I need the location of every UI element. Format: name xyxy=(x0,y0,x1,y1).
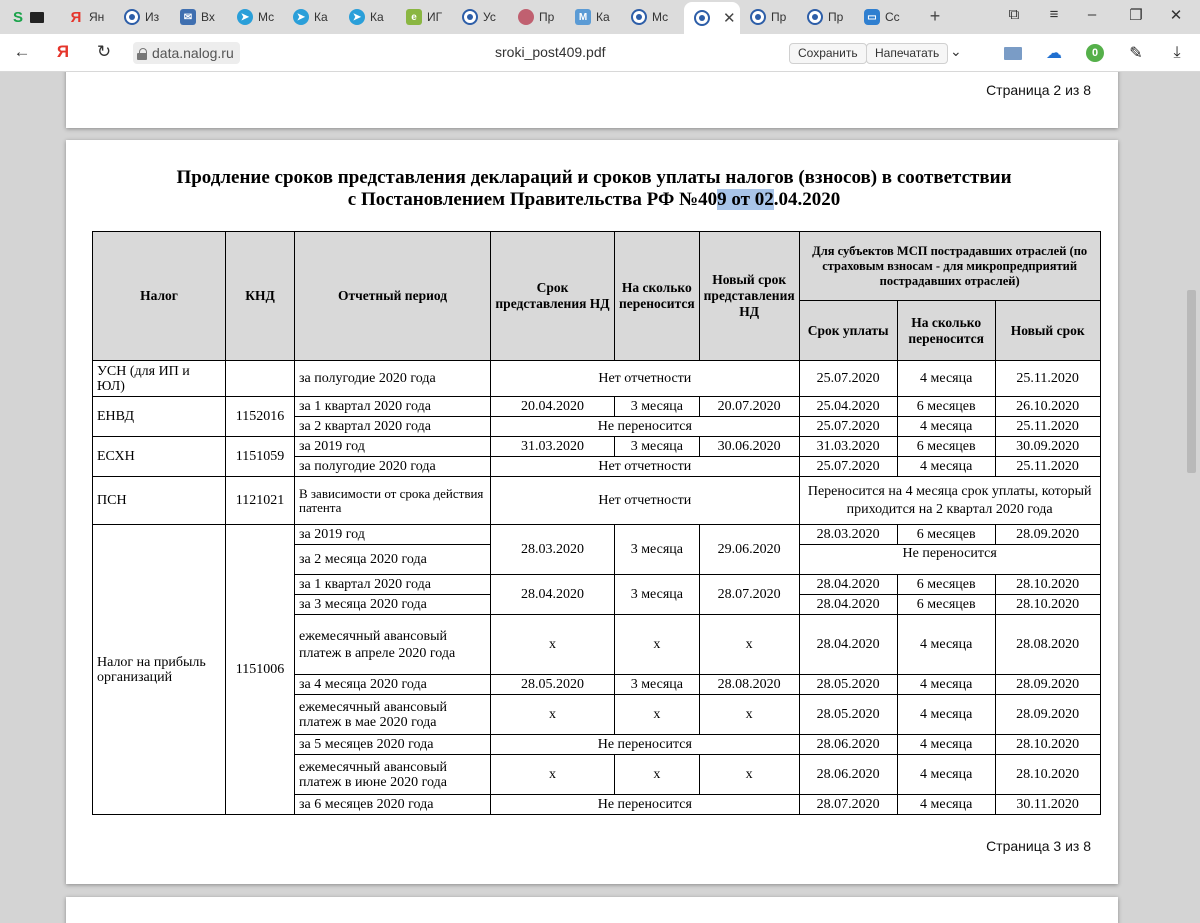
cell-pay-new: 28.09.2020 xyxy=(995,525,1100,545)
cell-pay: 25.07.2020 xyxy=(799,457,897,477)
download-icon[interactable]: ⤓ xyxy=(1173,44,1181,61)
url-field[interactable] xyxy=(133,42,240,64)
cell-pay-shift: 6 месяцев xyxy=(897,437,995,457)
cell-pay-shift: 4 месяца xyxy=(897,695,995,735)
chat-icon: ▭ xyxy=(864,9,880,25)
doc-title xyxy=(96,167,1092,211)
cell-msp-note: Не переносится xyxy=(799,545,1100,575)
cell-pay-shift: 4 месяца xyxy=(897,735,995,755)
tab-strip xyxy=(0,0,1200,34)
url-domain: data.nalog.ru xyxy=(152,45,234,61)
cell-nd-new: 29.06.2020 xyxy=(699,525,799,575)
cell-nd: 28.04.2020 xyxy=(491,575,615,615)
tab-label: Пр xyxy=(539,10,555,24)
cell-nd-shift: х xyxy=(615,615,700,675)
cell-pay-new: 30.11.2020 xyxy=(995,795,1100,815)
telegram-icon: ➤ xyxy=(349,9,365,25)
tab-9[interactable] xyxy=(512,3,564,31)
cell-period: за 2019 год xyxy=(295,437,491,457)
th-knd: КНД xyxy=(226,232,295,361)
th-pay-deadline: Срок уплаты xyxy=(799,301,897,361)
telegram-icon: ➤ xyxy=(237,9,253,25)
cell-pay-shift: 6 месяцев xyxy=(897,525,995,545)
sidebar-app-icons[interactable] xyxy=(10,6,44,28)
cell-pay-shift: 4 месяца xyxy=(897,755,995,795)
cell-nd: 28.05.2020 xyxy=(491,675,615,695)
cell-pay-new: 28.10.2020 xyxy=(995,755,1100,795)
cell-pay: 25.07.2020 xyxy=(799,417,897,437)
cell-pay: 28.06.2020 xyxy=(799,755,897,795)
cell-knd: 1152016 xyxy=(226,397,295,437)
cell-tax: Налог на прибыль организаций xyxy=(93,525,226,815)
cell-pay: 28.04.2020 xyxy=(799,595,897,615)
nalog-icon xyxy=(462,9,478,25)
cell-pay-shift: 4 месяца xyxy=(897,361,995,397)
cell-nd-new: х xyxy=(699,755,799,795)
cell-knd xyxy=(226,361,295,397)
cell-nd-shift: 3 месяца xyxy=(615,575,700,615)
pdf-viewer[interactable] xyxy=(0,72,1200,923)
print-button[interactable]: Напечатать xyxy=(866,43,948,64)
cell-nd-shift: х xyxy=(615,695,700,735)
cell-pay: 28.07.2020 xyxy=(799,795,897,815)
cell-period: за 2 месяца 2020 года xyxy=(295,545,491,575)
cell-pay-shift: 6 месяцев xyxy=(897,595,995,615)
cell-period: ежемесячный авансовый платеж в мае 2020 года xyxy=(295,695,491,735)
table-row xyxy=(93,361,1101,397)
tab-label: Ян xyxy=(89,10,105,24)
cell-pay: 28.04.2020 xyxy=(799,615,897,675)
nalog-icon xyxy=(631,9,647,25)
profile-icon xyxy=(518,9,534,25)
tab-label: ИГ xyxy=(427,10,443,24)
menu-icon[interactable]: ≡ xyxy=(1049,6,1059,23)
cell-period: за 2019 год xyxy=(295,525,491,545)
cell-nd-shift: 3 месяца xyxy=(615,437,700,457)
cell-pay-shift: 6 месяцев xyxy=(897,575,995,595)
cell-nd: Не переносится xyxy=(491,735,800,755)
cell-tax: УСН (для ИП и ЮЛ) xyxy=(93,361,226,397)
cell-pay-new: 28.10.2020 xyxy=(995,575,1100,595)
cell-nd-new: 28.08.2020 xyxy=(699,675,799,695)
th-shift: На сколько переносится xyxy=(615,232,700,361)
nalog-icon xyxy=(750,9,766,25)
th-deadline: Срок представления НД xyxy=(491,232,615,361)
cell-nd: Не переносится xyxy=(491,417,800,437)
deadlines-table xyxy=(92,231,1101,815)
cell-pay-new: 28.10.2020 xyxy=(995,595,1100,615)
cell-period: за 1 квартал 2020 года xyxy=(295,575,491,595)
back-arrow-icon[interactable]: ← xyxy=(13,42,31,61)
save-button[interactable]: Сохранить xyxy=(789,43,867,64)
page-number: Страница 3 из 8 xyxy=(986,838,1091,854)
cell-nd-new: х xyxy=(699,695,799,735)
text-selection[interactable]: 9 от 02 xyxy=(717,189,774,210)
nalog-icon xyxy=(807,9,823,25)
cell-pay: 25.04.2020 xyxy=(799,397,897,417)
cell-nd-new: 20.07.2020 xyxy=(699,397,799,417)
cell-period: за 4 месяца 2020 года xyxy=(295,675,491,695)
cell-pay: 28.06.2020 xyxy=(799,735,897,755)
cell-nd-new: 28.07.2020 xyxy=(699,575,799,615)
cell-nd-new: 30.06.2020 xyxy=(699,437,799,457)
tab-label: Вх xyxy=(201,10,215,24)
page-number: Страница 2 из 8 xyxy=(986,82,1091,98)
cell-msp-note: Переносится на 4 месяца срок уплаты, который приходится на 2 квартал 2020 года xyxy=(799,477,1100,525)
cell-pay-new: 25.11.2020 xyxy=(995,457,1100,477)
cell-period: за 2 квартал 2020 года xyxy=(295,417,491,437)
cell-pay-new: 25.11.2020 xyxy=(995,361,1100,397)
table-row xyxy=(93,437,1101,457)
cell-pay-shift: 4 месяца xyxy=(897,795,995,815)
cell-knd: 1121021 xyxy=(226,477,295,525)
telegram-icon: ➤ xyxy=(293,9,309,25)
tab-active[interactable] xyxy=(684,2,740,34)
tab-15[interactable] xyxy=(858,3,910,31)
cell-pay-shift: 4 месяца xyxy=(897,675,995,695)
cell-pay-shift: 4 месяца xyxy=(897,417,995,437)
tab-13[interactable] xyxy=(744,3,796,31)
cell-period: за 5 месяцев 2020 года xyxy=(295,735,491,755)
cell-pay: 28.05.2020 xyxy=(799,695,897,735)
mail-icon: ✉ xyxy=(180,9,196,25)
tab-11[interactable] xyxy=(625,3,677,31)
tab-14[interactable] xyxy=(801,3,853,31)
cell-nd: Нет отчетности xyxy=(491,457,800,477)
cell-pay: 28.03.2020 xyxy=(799,525,897,545)
bookmarks-icon[interactable]: ⧉ xyxy=(1008,6,1020,23)
cell-nd: х xyxy=(491,755,615,795)
cloud-icon[interactable]: ☁ xyxy=(1046,45,1062,62)
restore-icon[interactable]: ❐ xyxy=(1129,7,1143,24)
th-pay-shift: На сколько переносится xyxy=(897,301,995,361)
tab-1[interactable] xyxy=(62,3,114,31)
reload-icon[interactable]: ↻ xyxy=(96,42,112,61)
tab-label: Ус xyxy=(483,10,496,24)
table-row xyxy=(93,477,1101,525)
minimize-icon[interactable]: – xyxy=(1087,6,1097,23)
th-new-deadline: Новый срок представления НД xyxy=(699,232,799,361)
cell-pay-shift: 4 месяца xyxy=(897,615,995,675)
tab-label: Сс xyxy=(885,10,900,24)
cell-nd: Не переносится xyxy=(491,795,800,815)
nalog-icon xyxy=(694,10,710,26)
tab-label: Ка xyxy=(370,10,384,24)
chat-bubble-icon[interactable]: ✎ xyxy=(1129,45,1143,62)
cell-pay: 28.05.2020 xyxy=(799,675,897,695)
tab-label: Пр xyxy=(828,10,844,24)
close-window-icon[interactable]: ✕ xyxy=(1169,7,1183,24)
pdf-page-3 xyxy=(66,140,1118,884)
cell-pay-new: 28.10.2020 xyxy=(995,735,1100,755)
table-row xyxy=(93,397,1101,417)
cell-tax: ЕСХН xyxy=(93,437,226,477)
cell-nd: х xyxy=(491,695,615,735)
th-tax: Налог xyxy=(93,232,226,361)
cell-tax: ЕНВД xyxy=(93,397,226,437)
cell-pay: 25.07.2020 xyxy=(799,361,897,397)
pdf-page-2 xyxy=(66,72,1118,128)
cell-period: за 1 квартал 2020 года xyxy=(295,397,491,417)
cell-pay-shift: 4 месяца xyxy=(897,457,995,477)
tab-label: Мс xyxy=(258,10,275,24)
cell-nd-shift: 3 месяца xyxy=(615,525,700,575)
tab-10[interactable] xyxy=(569,3,621,31)
address-bar xyxy=(0,34,1200,72)
document-title: sroki_post409.pdf xyxy=(495,44,606,60)
cell-pay-new: 28.09.2020 xyxy=(995,675,1100,695)
m-icon: M xyxy=(575,9,591,25)
tab-label: Пр xyxy=(771,10,787,24)
cell-pay-new: 28.08.2020 xyxy=(995,615,1100,675)
nalog-icon xyxy=(124,9,140,25)
cell-nd-new: х xyxy=(699,615,799,675)
cell-pay: 31.03.2020 xyxy=(799,437,897,457)
tab-2[interactable] xyxy=(118,3,170,31)
cell-nd: 20.04.2020 xyxy=(491,397,615,417)
tab-5[interactable] xyxy=(287,3,339,31)
cell-period: за полугодие 2020 года xyxy=(295,361,491,397)
yandex-icon: Я xyxy=(70,8,82,26)
cell-pay-shift: 6 месяцев xyxy=(897,397,995,417)
clapper-icon[interactable] xyxy=(30,12,44,23)
cell-nd-shift: х xyxy=(615,755,700,795)
cell-nd: 31.03.2020 xyxy=(491,437,615,457)
cell-period: ежемесячный авансовый платеж в июне 2020 года xyxy=(295,755,491,795)
cell-pay-new: 30.09.2020 xyxy=(995,437,1100,457)
s-app-icon[interactable]: S xyxy=(12,8,23,26)
notifications-badge[interactable]: 0 xyxy=(1086,43,1104,63)
mail-icon[interactable] xyxy=(1003,43,1023,63)
tab-8[interactable] xyxy=(456,3,508,31)
doc-title-line-2: с Постановлением Правительства РФ №409 от 02.04.2020 xyxy=(347,189,841,210)
cell-nd-shift: 3 месяца xyxy=(615,675,700,695)
tab-label: Мс xyxy=(652,10,669,24)
yandex-logo-icon[interactable]: Я xyxy=(56,42,70,61)
tab-4[interactable] xyxy=(231,3,283,31)
tab-label: Из xyxy=(145,10,160,24)
chevron-down-icon[interactable]: ⌄ xyxy=(950,43,962,59)
pdf-page-4 xyxy=(66,897,1118,923)
cell-nd: Нет отчетности xyxy=(491,477,800,525)
doc-title-line-1: Продление сроков представления деклараций и сроков уплаты налогов (взносов) в соответствии xyxy=(176,167,1012,188)
th-pay-new: Новый срок xyxy=(995,301,1100,361)
cell-period: ежемесячный авансовый платеж в апреле 2020 года xyxy=(295,615,491,675)
tab-6[interactable] xyxy=(343,3,395,31)
close-tab-icon[interactable]: ✕ xyxy=(723,10,736,27)
eg-icon: e xyxy=(406,9,422,25)
cell-pay-new: 25.11.2020 xyxy=(995,417,1100,437)
cell-period: за 3 месяца 2020 года xyxy=(295,595,491,615)
th-period: Отчетный период xyxy=(295,232,491,361)
tab-label: Ка xyxy=(314,10,328,24)
new-tab-icon[interactable]: + xyxy=(929,6,941,26)
cell-period: В зависимости от срока действия патента xyxy=(295,477,491,525)
lock-icon xyxy=(137,48,147,59)
scrollbar-thumb[interactable] xyxy=(1187,290,1196,473)
tab-7[interactable] xyxy=(400,3,452,31)
cell-knd: 1151006 xyxy=(226,525,295,815)
cell-pay: 28.04.2020 xyxy=(799,575,897,595)
cell-nd: 28.03.2020 xyxy=(491,525,615,575)
cell-period: за 6 месяцев 2020 года xyxy=(295,795,491,815)
cell-nd: х xyxy=(491,615,615,675)
cell-period: за полугодие 2020 года xyxy=(295,457,491,477)
tab-label: Ка xyxy=(596,10,610,24)
th-msp-group: Для субъектов МСП пострадавших отраслей (по страховым взносам - для микропредприятий пострадавших отраслей) xyxy=(799,232,1100,301)
cell-nd: Нет отчетности xyxy=(491,361,800,397)
cell-pay-new: 28.09.2020 xyxy=(995,695,1100,735)
cell-knd: 1151059 xyxy=(226,437,295,477)
table-row xyxy=(93,525,1101,545)
cell-tax: ПСН xyxy=(93,477,226,525)
tab-3[interactable] xyxy=(174,3,226,31)
cell-pay-new: 26.10.2020 xyxy=(995,397,1100,417)
cell-nd-shift: 3 месяца xyxy=(615,397,700,417)
